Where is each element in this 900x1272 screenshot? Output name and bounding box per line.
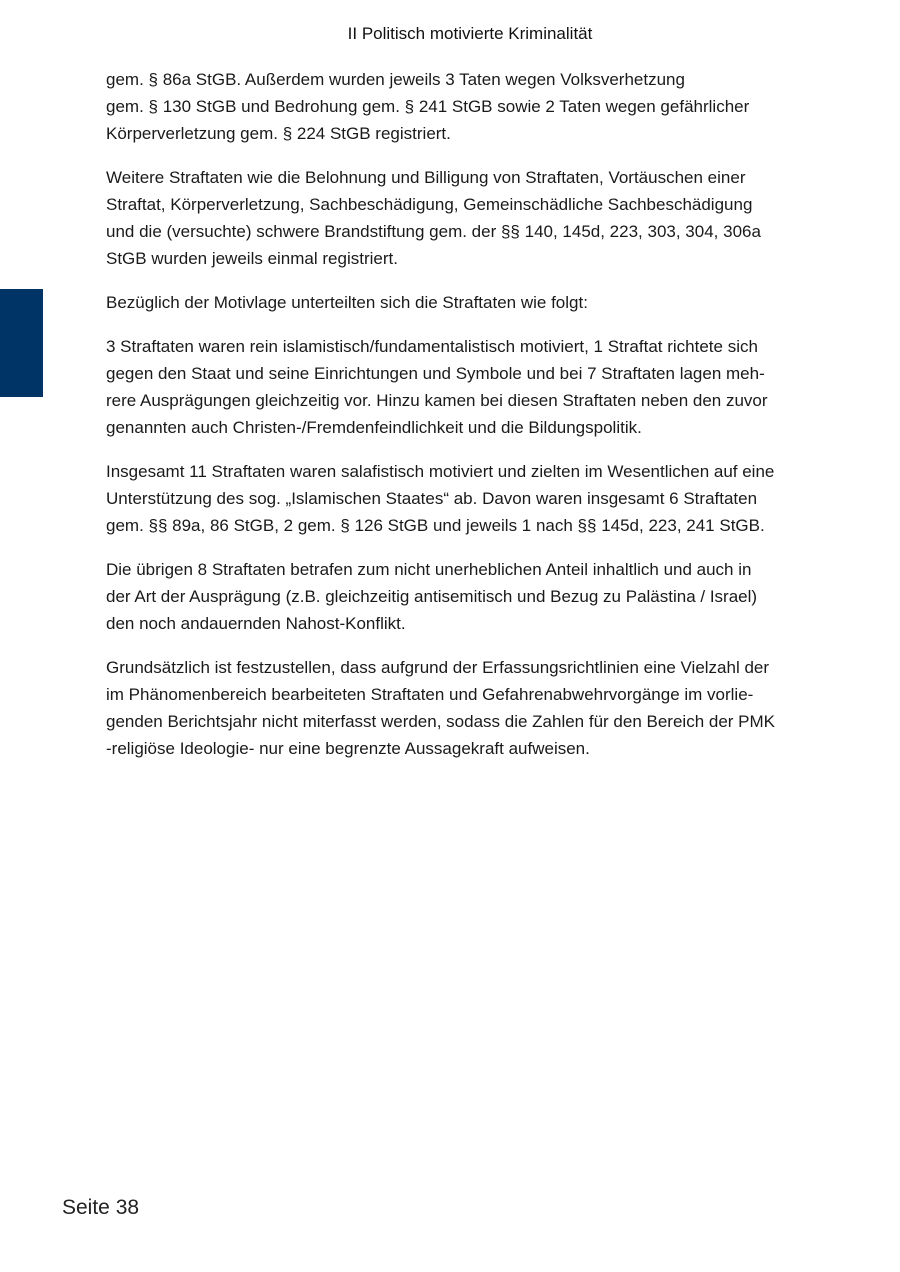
paragraph xyxy=(106,289,836,316)
paragraph xyxy=(106,458,836,539)
chapter-marker xyxy=(0,289,43,397)
document-body xyxy=(106,66,836,779)
paragraph xyxy=(106,556,836,637)
text-line: genden Berichtsjahr nicht miterfasst werden, sodass die Zahlen für den Bereich der PMK xyxy=(106,712,776,731)
text-line: und die (versuchte) schwere Brandstiftung gem. der §§ 140, 145d, 223, 303, 304, 306a xyxy=(106,222,761,241)
text-line: Insgesamt 11 Straftaten waren salafistisch motiviert und zielten im Wesentlichen auf eine xyxy=(106,462,775,481)
text-line: im Phänomenbereich bearbeiteten Straftaten und Gefahrenabwehrvorgänge im vorlie- xyxy=(106,685,754,704)
text-line: gem. §§ 89a, 86 StGB, 2 gem. § 126 StGB und jeweils 1 nach §§ 145d, 223, 241 StGB. xyxy=(106,516,765,535)
page-number: Seite 38 xyxy=(62,1196,140,1219)
text-line: -religiöse Ideologie- nur eine begrenzte Aussagekraft aufweisen. xyxy=(106,739,590,758)
text-line: StGB wurden jeweils einmal registriert. xyxy=(106,249,398,268)
paragraph xyxy=(106,164,836,272)
text-line: Körperverletzung gem. § 224 StGB registriert. xyxy=(106,124,451,143)
text-line: Unterstützung des sog. „Islamischen Staates“ ab. Davon waren insgesamt 6 Straftaten xyxy=(106,489,758,508)
text-line: rere Ausprägungen gleichzeitig vor. Hinzu kamen bei diesen Straftaten neben den zuvor xyxy=(106,391,768,410)
text-line: den noch andauernden Nahost-Konflikt. xyxy=(106,614,406,633)
paragraph xyxy=(106,333,836,441)
text-line: Grundsätzlich ist festzustellen, dass aufgrund der Erfassungsrichtlinien eine Vielzahl der xyxy=(106,658,770,677)
paragraph xyxy=(106,66,836,147)
text-line: 3 Straftaten waren rein islamistisch/fundamentalistisch motiviert, 1 Straftat richtete sich xyxy=(106,337,758,356)
text-line: genannten auch Christen-/Fremdenfeindlichkeit und die Bildungspolitik. xyxy=(106,418,642,437)
text-line: Die übrigen 8 Straftaten betrafen zum nicht unerheblichen Anteil inhaltlich und auch in xyxy=(106,560,752,579)
text-line: der Art der Ausprägung (z.B. gleichzeitig antisemitisch und Bezug zu Palästina / Israel) xyxy=(106,587,758,606)
text-line: Straftat, Körperverletzung, Sachbeschädigung, Gemeinschädliche Sachbeschädigung xyxy=(106,195,753,214)
text-line: gem. § 130 StGB und Bedrohung gem. § 241 StGB sowie 2 Taten wegen gefährlicher xyxy=(106,97,750,116)
page-header: II Politisch motivierte Kriminalität xyxy=(347,24,593,43)
text-line: gegen den Staat und seine Einrichtungen und Symbole und bei 7 Straftaten lagen meh- xyxy=(106,364,765,383)
text-line: gem. § 86a StGB. Außerdem wurden jeweils 3 Taten wegen Volksverhetzung xyxy=(106,70,685,89)
text-line: Weitere Straftaten wie die Belohnung und Billigung von Straftaten, Vortäuschen einer xyxy=(106,168,746,187)
text-line: Bezüglich der Motivlage unterteilten sich die Straftaten wie folgt: xyxy=(106,293,588,312)
paragraph xyxy=(106,654,836,762)
